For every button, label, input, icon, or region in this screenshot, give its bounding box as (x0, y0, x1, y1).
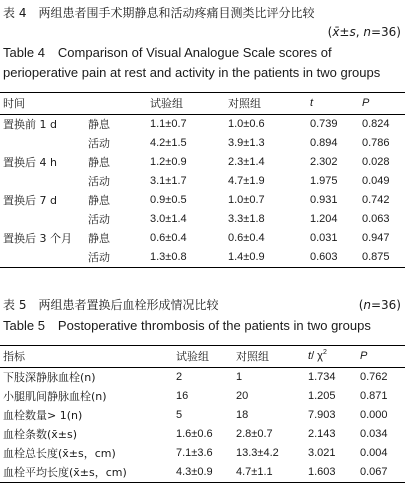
table5 (0, 345, 405, 483)
row-p-value: 0.871 (360, 390, 388, 402)
row-control-value: 1 (236, 371, 243, 383)
row-state: 活动 (88, 248, 150, 268)
table5-stat-note: (n=36) (358, 298, 401, 312)
table5-header-t: t/ $\chi^2$ (308, 346, 360, 368)
row-trial-value: 7.1±3.6 (176, 447, 213, 459)
row-state: 活动 (88, 213, 110, 226)
row-t-value: 2.302 (310, 156, 338, 168)
row-trial-value: 0.9±0.5 (150, 194, 187, 206)
table4-title-zh: 表 4 两组患者围手术期静息和活动疼痛目测类比评分比较 (3, 6, 315, 20)
row-index: 血栓条数(x̄±s) (3, 428, 78, 441)
table4-caption-en-1: Table 4 Comparison of Visual Analogue Scale scores of (3, 45, 332, 60)
row-t-value: 0.031 (310, 232, 338, 244)
row-time: 置换前 1 d (3, 118, 57, 131)
row-control-value: 0.6±0.4 (228, 232, 265, 244)
row-trial-value: 1.1±0.7 (150, 118, 187, 130)
row-state: 静息 (88, 232, 110, 245)
row-time (0, 210, 88, 229)
row-time (0, 172, 88, 191)
row-p-value: 0.742 (362, 194, 390, 206)
table4-header-t: t (310, 93, 362, 115)
row-t-value: 1.204 (310, 213, 338, 225)
row-trial-value: 1.3±0.8 (150, 248, 228, 268)
table-row (0, 463, 405, 483)
table4-stat-note: (x̄±s, n=36) (327, 25, 401, 39)
row-state: 静息 (88, 118, 110, 131)
row-trial-value: 5 (176, 409, 183, 421)
row-trial-value: 16 (176, 390, 189, 402)
row-p-value: 0.786 (362, 137, 390, 149)
row-control-value: 1.0±0.6 (228, 118, 265, 130)
table4-header-trial: 试验组 (150, 93, 228, 115)
row-t-value: 1.975 (310, 175, 338, 187)
table4-header-state (88, 93, 150, 115)
table5-caption-zh (3, 297, 401, 313)
table-row (0, 425, 405, 444)
table5-header-p: P (360, 346, 405, 368)
table-row (0, 248, 405, 268)
row-time: 置换后 4 h (3, 156, 57, 169)
table-row (0, 210, 405, 229)
row-t-value: 0.931 (310, 194, 338, 206)
row-p-value: 0.947 (362, 232, 390, 244)
row-t-value: 0.894 (310, 137, 338, 149)
row-t-value: 1.603 (308, 463, 360, 483)
row-p-value: 0.049 (362, 175, 390, 187)
table-row (0, 191, 405, 210)
row-t-value: 2.143 (308, 428, 336, 440)
row-control-value: 3.3±1.8 (228, 213, 265, 225)
row-t-value: 1.734 (308, 371, 336, 383)
row-state: 活动 (88, 175, 110, 188)
table-row (0, 368, 405, 388)
row-p-value: 0.762 (360, 371, 388, 383)
row-control-value: 1.4±0.9 (228, 248, 310, 268)
table4-header-p: P (362, 93, 405, 115)
row-p-value: 0.875 (362, 248, 405, 268)
table-row (0, 229, 405, 248)
row-index: 血栓总长度(x̄±s，cm) (3, 447, 116, 460)
row-time: 置换后 7 d (3, 194, 57, 207)
row-index: 小腿肌间静脉血栓(n) (3, 390, 107, 403)
row-t-value: 3.021 (308, 447, 336, 459)
row-p-value: 0.034 (360, 428, 388, 440)
row-trial-value: 0.6±0.4 (150, 232, 187, 244)
row-p-value: 0.000 (360, 409, 388, 421)
row-index: 血栓数量> 1(n) (3, 409, 83, 422)
row-state: 静息 (88, 156, 110, 169)
table-row (0, 387, 405, 406)
table5-caption-en: Table 5 Postoperative thrombosis of the patients in two groups (3, 318, 371, 333)
row-time (0, 134, 88, 153)
row-trial-value: 2 (176, 371, 183, 383)
table4-header-time: 时间 (0, 93, 88, 115)
row-t-value: 1.205 (308, 390, 336, 402)
row-t-value: 7.903 (308, 409, 336, 421)
table4-header-row (0, 93, 405, 115)
row-trial-value: 1.6±0.6 (176, 428, 213, 440)
row-index: 血栓平均长度(x̄±s，cm) (0, 463, 176, 483)
table4 (0, 92, 405, 268)
row-p-value: 0.028 (362, 156, 390, 168)
row-control-value: 13.3±4.2 (236, 447, 279, 459)
table5-header-trial: 试验组 (176, 346, 236, 368)
table-row (0, 444, 405, 463)
table5-title-zh: 表 5 两组患者置换后血栓形成情况比较 (3, 298, 219, 312)
row-state: 静息 (88, 194, 110, 207)
row-control-value: 3.9±1.3 (228, 137, 265, 149)
table5-header-control: 对照组 (236, 346, 308, 368)
table4-body (0, 115, 405, 268)
row-p-value: 0.824 (362, 118, 390, 130)
row-time (0, 248, 88, 268)
row-t-value: 0.603 (310, 248, 362, 268)
table5-body (0, 368, 405, 483)
row-trial-value: 3.1±1.7 (150, 175, 187, 187)
row-control-value: 18 (236, 409, 249, 421)
table4-header-control: 对照组 (228, 93, 310, 115)
row-trial-value: 1.2±0.9 (150, 156, 187, 168)
table-row (0, 115, 405, 135)
row-trial-value: 3.0±1.4 (150, 213, 187, 225)
table-row (0, 134, 405, 153)
row-trial-value: 4.3±0.9 (176, 463, 236, 483)
table5-header-row (0, 346, 405, 368)
row-control-value: 4.7±1.1 (236, 463, 308, 483)
row-index: 下肢深静脉血栓(n) (3, 371, 96, 384)
row-control-value: 2.8±0.7 (236, 428, 273, 440)
row-p-value: 0.004 (360, 447, 388, 459)
row-control-value: 4.7±1.9 (228, 175, 265, 187)
row-control-value: 20 (236, 390, 249, 402)
row-control-value: 1.0±0.7 (228, 194, 265, 206)
table-row (0, 153, 405, 172)
row-p-value: 0.067 (360, 463, 405, 483)
row-time: 置换后 3 个月 (3, 232, 72, 245)
row-trial-value: 4.2±1.5 (150, 137, 187, 149)
row-t-value: 0.739 (310, 118, 338, 130)
row-p-value: 0.063 (362, 213, 390, 225)
table5-header-index: 指标 (0, 346, 176, 368)
table4-caption-zh (3, 5, 401, 21)
table4-caption-en-2: perioperative pain at rest and activity in the patients in two groups (3, 65, 381, 80)
row-state: 活动 (88, 137, 110, 150)
table-row (0, 406, 405, 425)
row-control-value: 2.3±1.4 (228, 156, 265, 168)
table-row (0, 172, 405, 191)
